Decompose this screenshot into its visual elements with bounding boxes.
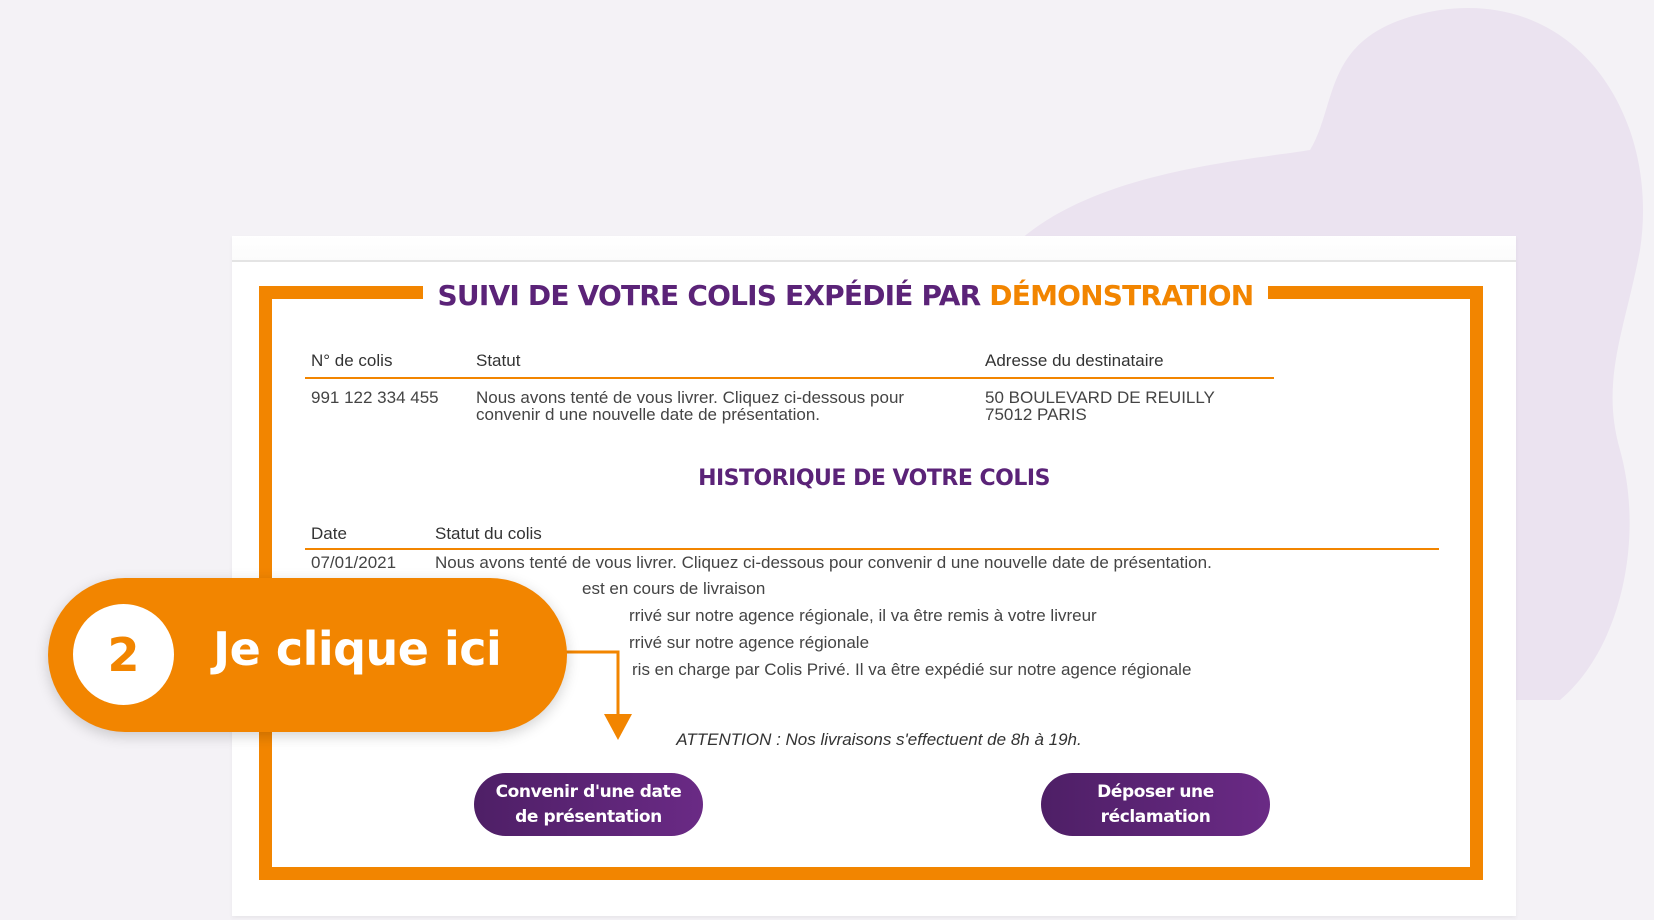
- delivery-hours-notice: ATTENTION : Nos livraisons s'effectuent de 8h à 19h.: [676, 730, 1082, 749]
- history-title: HISTORIQUE DE VOTRE COLIS: [698, 466, 1050, 491]
- title-sender: DÉMONSTRATION: [989, 278, 1254, 312]
- reschedule-button-line1: Convenir d'une date: [495, 781, 682, 802]
- history-status: rrivé sur notre agence régionale, il va être remis à votre livreur: [629, 606, 1097, 625]
- address-line2: 75012 PARIS: [985, 405, 1087, 424]
- history-status: rrivé sur notre agence régionale: [629, 633, 870, 652]
- parcel-status: [476, 389, 904, 423]
- recipient-address: [985, 389, 1215, 423]
- history-status: Nous avons tenté de vous livrer. Cliquez ci-dessous pour convenir d une nouvelle date de présentation.: [435, 553, 1212, 572]
- step-instruction: Je clique ici: [213, 622, 502, 676]
- step-number-badge: 2: [73, 604, 174, 705]
- parcel-status-line1: Nous avons tenté de vous livrer. Cliquez ci-dessous pour: [476, 388, 905, 407]
- page-title: [423, 265, 1268, 325]
- summary-divider: [305, 377, 1274, 379]
- title-main: SUIVI DE VOTRE COLIS EXPÉDIÉ PAR: [437, 278, 990, 312]
- claim-button-line1: Déposer une: [1097, 781, 1214, 802]
- reschedule-button-line2: de présentation: [515, 806, 662, 827]
- history-divider: [305, 548, 1439, 550]
- card-header-strip: [232, 236, 1516, 262]
- address-line1: 50 BOULEVARD DE REUILLY: [985, 388, 1215, 407]
- claim-button-line2: réclamation: [1100, 806, 1211, 827]
- tracking-card: [232, 236, 1516, 916]
- history-status: est en cours de livraison: [582, 579, 766, 598]
- history-status: ris en charge par Colis Privé. Il va être expédié sur notre agence régionale: [632, 660, 1192, 679]
- header-address: Adresse du destinataire: [985, 351, 1164, 370]
- parcel-status-line2: convenir d une nouvelle date de présentation.: [476, 405, 821, 424]
- header-date: Date: [311, 524, 347, 543]
- header-parcel-number: N° de colis: [311, 351, 393, 370]
- history-row: [311, 553, 1411, 575]
- reschedule-delivery-button[interactable]: [474, 773, 703, 836]
- parcel-number: 991 122 334 455: [311, 388, 439, 407]
- header-parcel-status: Statut du colis: [435, 524, 542, 543]
- history-date: 07/01/2021: [311, 553, 397, 572]
- file-claim-button[interactable]: [1041, 773, 1270, 836]
- step-callout: [48, 578, 567, 732]
- header-status: Statut: [476, 351, 521, 370]
